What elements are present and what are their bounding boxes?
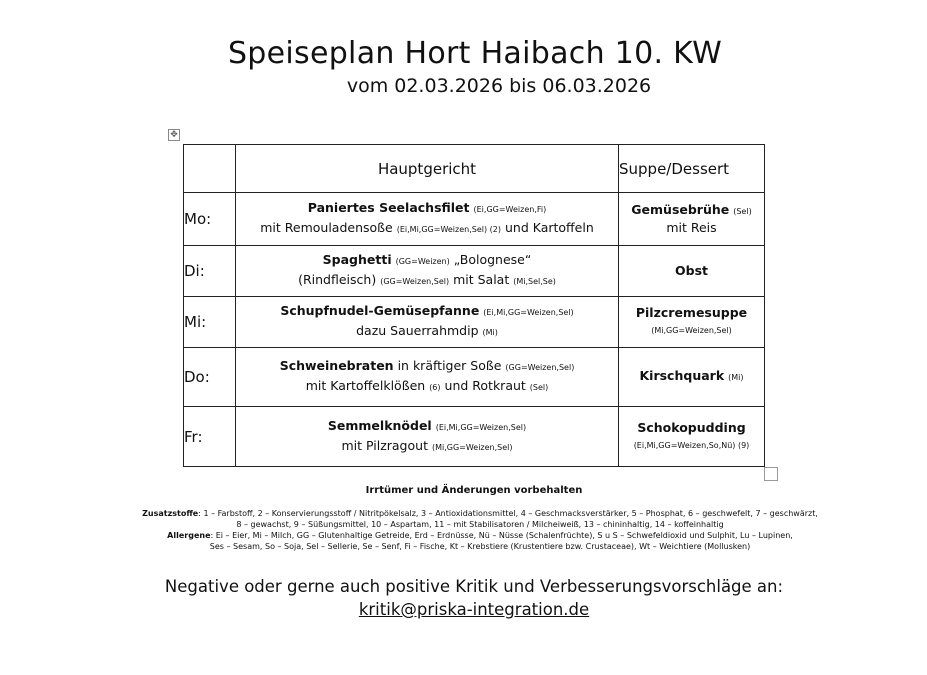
- email-link[interactable]: kritik@priska-integration.de: [358, 600, 590, 619]
- day-label: Mi:: [184, 297, 236, 348]
- allergens-text: : Ei – Eier, Mi – Milch, GG – Glutenhaltige Getreide, Erd – Erdnüsse, Nü – Nüsse (Schalenfrüchte), S u S – Schwefeldioxid und Sulphit, Lu – Lupinen,: [210, 531, 793, 540]
- allergen-codes: (Mi,GG=Weizen,Sel): [431, 442, 513, 452]
- allergen-codes: (Mi): [728, 373, 744, 382]
- side-text: mit Reis: [666, 220, 717, 235]
- additives-line-2: 8 – gewachst, 9 – Süßungsmittel, 10 – Aspartam, 11 – mit Stabilisatoren / Milcheiweiß, 13 – chininhaltig, 14 – koffeinhaltig: [236, 520, 724, 529]
- allergen-codes: (Mi): [482, 328, 498, 337]
- dish-text: mit Kartoffelklößen: [305, 378, 426, 393]
- date-range: vom 02.03.2026 bis 06.03.2026: [346, 75, 652, 97]
- side-name: Pilzcremesuppe: [635, 305, 748, 320]
- dish-name: Paniertes Seelachsfilet: [307, 200, 470, 215]
- allergen-codes: (Mi,Sel,Se): [513, 277, 556, 286]
- side-name: Kirschquark: [639, 368, 725, 383]
- table-row-friday: [184, 407, 765, 467]
- allergen-codes: (GG=Weizen): [395, 257, 450, 266]
- allergen-codes: (Sel): [733, 207, 752, 216]
- table-row-monday: [184, 193, 765, 246]
- menu-table: [183, 144, 765, 467]
- dish-text: mit Salat: [453, 272, 510, 287]
- allergens-line-1: [0, 530, 927, 541]
- side-dish-cell: [619, 348, 765, 407]
- day-label: Mo:: [184, 193, 236, 246]
- table-resize-handle-icon[interactable]: [764, 467, 778, 481]
- allergens-label: Allergene: [167, 531, 211, 540]
- allergen-codes: (Sel): [529, 383, 549, 392]
- allergen-codes: (Mi,GG=Weizen,Sel): [651, 326, 732, 335]
- dish-text: „Bolognese“: [453, 252, 532, 267]
- dish-text: mit Remouladensoße: [260, 220, 393, 235]
- main-dish-cell: [236, 348, 619, 407]
- allergen-codes: (Ei,Mi,GG=Weizen,Sel): [435, 422, 527, 432]
- disclaimer: Irrtümer und Änderungen vorbehalten: [365, 485, 583, 496]
- dish-name: Semmelknödel: [327, 417, 432, 433]
- email-line: [0, 600, 927, 619]
- header-main-dish: Hauptgericht: [236, 145, 619, 193]
- dish-text: dazu Sauerrahmdip: [356, 323, 479, 338]
- dish-name: Schupfnudel-Gemüsepfanne: [280, 303, 480, 318]
- allergen-codes: (GG=Weizen,Sel): [380, 277, 450, 286]
- allergen-codes: (GG=Weizen,Sel): [505, 363, 575, 372]
- table-header-row: [184, 145, 765, 193]
- additives-label: Zusatzstoffe: [142, 509, 199, 518]
- day-label: Di:: [184, 246, 236, 297]
- main-dish-cell: [236, 193, 619, 246]
- main-dish-cell: [236, 246, 619, 297]
- allergen-codes: (6): [429, 383, 441, 392]
- table-row-tuesday: [184, 246, 765, 297]
- main-dish-cell: [236, 297, 619, 348]
- side-name: Obst: [675, 263, 708, 278]
- side-dish-cell: [619, 246, 765, 297]
- page-title: Speiseplan Hort Haibach 10. KW: [227, 36, 723, 71]
- side-dish-cell: [619, 193, 765, 246]
- dish-name: Spaghetti: [322, 252, 392, 267]
- allergen-codes: (Ei,GG=Weizen,Fi): [473, 205, 547, 214]
- header-soup-dessert: Suppe/Dessert: [619, 145, 765, 193]
- allergen-codes: (Ei,Mi,GG=Weizen,Sel): [483, 308, 574, 317]
- allergen-codes: (Ei,Mi,GG=Weizen,So,Nü) (9): [633, 440, 750, 450]
- day-label: Do:: [184, 348, 236, 407]
- dish-text: und Rotkraut: [444, 378, 526, 393]
- header-day-cell: [184, 145, 236, 193]
- additives-text: : 1 – Farbstoff, 2 – Konservierungsstoff / Nitritpökelsalz, 3 – Antioxidationsmittel, 4 – Geschmacksverstärker, 5 – Phosphat, 6 – geschwefelt, 7 – geschwärzt,: [198, 509, 818, 518]
- day-label: Fr:: [184, 407, 236, 467]
- dish-text: und Kartoffeln: [504, 220, 594, 235]
- legend: [0, 508, 927, 552]
- allergens-line-2: Ses – Sesam, So – Soja, Sel – Sellerie, Se – Senf, Fi – Fische, Kt – Krebstiere (Krustentiere bzw. Crustaceae), Wt – Weichtiere (Mollusken): [209, 542, 751, 551]
- side-dish-cell: [619, 297, 765, 348]
- dish-text: (Rindfleisch): [298, 272, 377, 287]
- table-row-thursday: [184, 348, 765, 407]
- feedback-text: Negative oder gerne auch positive Kritik und Verbesserungsvorschläge an:: [164, 577, 784, 596]
- main-dish-cell: [236, 407, 619, 467]
- additives-line-1: [0, 508, 927, 519]
- dish-text: in kräftiger Soße: [397, 358, 502, 373]
- dish-text: mit Pilzragout: [341, 437, 428, 453]
- side-dish-cell: [619, 407, 765, 467]
- allergen-codes: (Ei,Mi,GG=Weizen,Sel) (2): [396, 225, 501, 234]
- side-name: Gemüsebrühe: [631, 202, 730, 217]
- side-name: Schokopudding: [637, 419, 746, 435]
- dish-name: Schweinebraten: [279, 358, 394, 373]
- table-row-wednesday: [184, 297, 765, 348]
- table-move-handle-icon[interactable]: ✥: [168, 129, 180, 141]
